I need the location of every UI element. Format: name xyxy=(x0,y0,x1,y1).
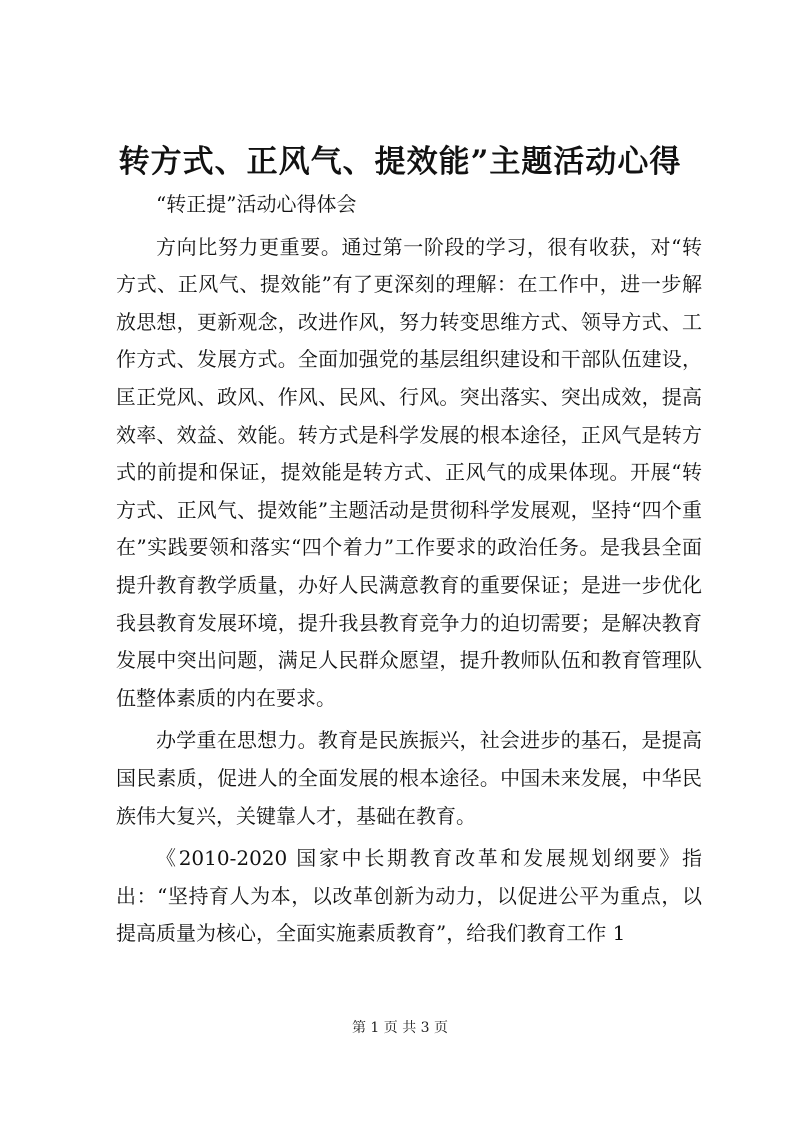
document-title: 转方式、正风气、提效能”主题活动心得 xyxy=(118,144,682,180)
page-number-footer: 第 1 页 共 3 页 xyxy=(351,1020,449,1036)
body-paragraph: 办学重在思想力。教育是民族振兴，社会进步的基石，是提高国民素质，促进人的全面发展的根本途径。中国未来发展，中华民族伟大复兴，关键靠人才，基础在教育。 xyxy=(116,728,702,828)
body-paragraph: 《2010-2020 国家中长期教育改革和发展规划纲要》指出：“坚持育人为本，以改革创新为动力，以促进公平为重点，以提高质量为核心，全面实施素质教育”，给我们教育工作 1 xyxy=(116,846,702,946)
subtitle-paragraph: “转正提”活动心得体会 xyxy=(156,192,357,216)
document-body xyxy=(116,186,702,958)
body-paragraph: 方向比努力更重要。通过第一阶段的学习，很有收获，对“转方式、正风气、提效能”有了更深刻的理解：在工作中，进一步解放思想，更新观念，改进作风，努力转变思维方式、领导方式、工作方式、发展方式。全面加强党的基层组织建设和干部队伍建设，匡正党风、政风、作风、民风、行风。突出落实、突出成效，提高效率、效益、效能。转方式是科学发展的根本途径，正风气是转方式的前提和保证，提效能是转方式、正风气的成果体现。开展“转方式、正风气、提效能”主题活动是贯彻科学发展观，坚持“四个重在”实践要领和落实“四个着力”工作要求的政治任务。是我县全面提升教育教学质量，办好人民满意教育的重要保证；是进一步优化我县教育发展环境，提升我县教育竞争力的迫切需要；是解决教育发展中突出问题，满足人民群众愿望，提升教师队伍和教育管理队伍整体素质的内在要求。 xyxy=(116,234,702,710)
